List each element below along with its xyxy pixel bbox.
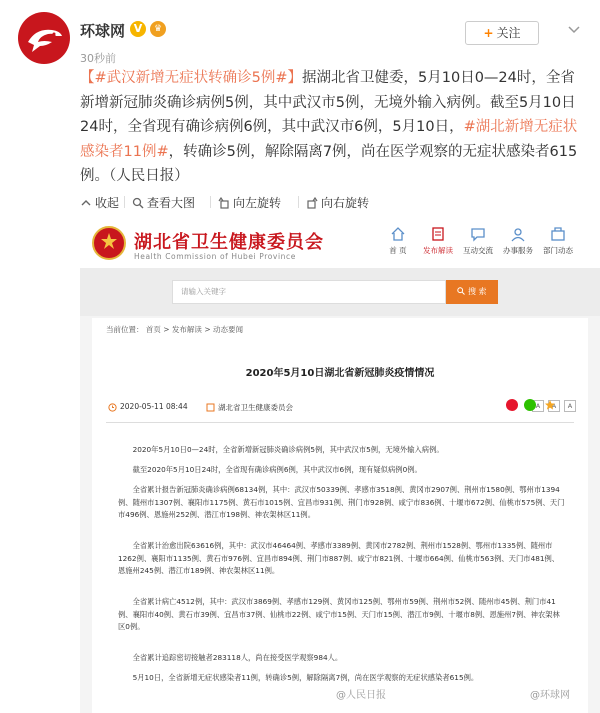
watermark-right: @环球网 [530, 690, 570, 701]
nav-service[interactable] [498, 226, 538, 256]
search-input[interactable]: 请输入关键字 [172, 280, 446, 304]
nav-label: 办事服务 [503, 246, 533, 255]
article-paragraph: 全省累计病亡4512例，其中：武汉市3869例、孝感市129例、黄冈市125例、鄂州市59例、荆州市52例、随州市45例、荆门市41例、襄阳市40例、黄石市39例、宜昌市37例、仙桃市22例、咸宁市15例、天门市15例、潜江市9例、十堰市8例、恩施州7例、神农架林区0例。 [118, 597, 560, 632]
font-small-button[interactable]: A [532, 400, 544, 412]
chevron-down-icon[interactable] [566, 22, 582, 38]
article-meta [106, 398, 574, 418]
star-icon[interactable] [544, 399, 556, 411]
post-text-part: 据湖北省卫健委，5月10日0—24时，全省新增新冠肺炎确诊病例5例，其中武汉市5例，无境外输入病例。截至5月10日24时，全省现有确诊病例6例，其中武汉市6例，5月10日， [80, 70, 576, 135]
nav-label: 部门动态 [543, 246, 573, 255]
nav-interact[interactable] [458, 226, 498, 256]
article-title: 2020年5月10日湖北省新冠肺炎疫情情况 [245, 368, 435, 379]
site-subtitle: Health Commission of Hubei Province [134, 252, 296, 261]
article [92, 318, 588, 713]
article-paragraph: 全省累计追踪密切接触者283118人，尚在接受医学观察984人。 [132, 653, 343, 662]
collapse-icon [80, 197, 92, 209]
rotate-right-label: 向右旋转 [321, 196, 370, 210]
watermark-left: @人民日报 [336, 690, 386, 701]
verified-icon: V [130, 21, 146, 37]
font-medium-button[interactable]: A [548, 400, 560, 412]
nav-label: 首 页 [389, 246, 407, 255]
topic-tag[interactable]: 【#武汉新增无症状转确诊5例#】 [80, 70, 303, 86]
search-icon [457, 287, 465, 295]
search-band [80, 268, 600, 316]
nav-release[interactable] [418, 226, 458, 256]
view-large-button[interactable] [132, 194, 195, 211]
divider [106, 422, 574, 423]
view-large-label: 查看大图 [147, 196, 196, 210]
search-button-label: 搜 索 [468, 287, 487, 296]
rotate-left-button[interactable] [218, 194, 281, 211]
article-paragraph: 截至2020年5月10日24时，全省现有确诊病例6例，其中武汉市6例，现有疑似病例0例。 [132, 465, 422, 474]
site-title: 湖北省卫生健康委员会 [134, 232, 324, 253]
post-image[interactable] [80, 218, 600, 713]
nav-department[interactable] [538, 226, 578, 256]
service-icon [510, 226, 526, 242]
article-source: 湖北省卫生健康委员会 [218, 403, 293, 412]
department-icon [550, 226, 566, 242]
weibo-share-icon[interactable] [506, 399, 518, 411]
post-text [80, 66, 580, 189]
nav-home[interactable] [378, 226, 418, 256]
follow-button[interactable] [465, 21, 539, 45]
plus-icon: + [483, 26, 494, 40]
chat-icon [470, 226, 486, 242]
rotate-left-label: 向左旋转 [233, 196, 282, 210]
article-date: 2020-05-11 08:44 [120, 402, 188, 411]
release-icon [430, 226, 446, 242]
post-header [0, 0, 600, 72]
post-text-part: ，转确诊5例，解除隔离7例，尚在医学观察的无症状感染者615例。（人民日报） [80, 143, 578, 184]
source-icon [206, 403, 215, 412]
search-button[interactable] [446, 280, 498, 304]
wechat-share-icon[interactable] [524, 399, 536, 411]
rotate-right-button[interactable] [306, 194, 369, 211]
home-icon [390, 226, 406, 242]
zoom-icon [132, 197, 144, 209]
article-paragraph: 2020年5月10日0—24时，全省新增新冠肺炎确诊病例5例，其中武汉市5例，无境外输入病例。 [132, 445, 444, 454]
site-header [80, 218, 600, 268]
nav-label: 互动交流 [463, 246, 493, 255]
breadcrumb: 当前位置： 首页 > 发布解读 > 动态要闻 [106, 325, 243, 334]
nav-label: 发布解读 [423, 246, 453, 255]
rotate-right-icon [306, 197, 318, 209]
vip-badge-icon: ♛ [150, 21, 166, 37]
post-time[interactable]: 30秒前 [80, 52, 116, 65]
collapse-label: 收起 [95, 196, 120, 210]
follow-label: 关注 [496, 26, 521, 40]
collapse-button[interactable] [80, 194, 119, 211]
article-paragraph: 全省累计报告新冠肺炎确诊病例68134例，其中：武汉市50339例、孝感市3518例、黄冈市2907例、荆州市1580例、鄂州市1394例、随州市1307例、襄阳市1175例、黄石市1015例、宜昌市931例、荆门市928例、咸宁市836例、十堰市672例、仙桃市575例、天门市496例、恩施州252例、潜江市198例、神农架林区11例。 [118, 485, 565, 520]
font-large-button[interactable]: A [564, 400, 576, 412]
image-toolbar [80, 190, 600, 214]
article-paragraph: 全省累计治愈出院63616例，其中：武汉市46464例、孝感市3389例、黄冈市2782例、荆州市1528例、鄂州市1335例、随州市1262例、襄阳市1135例、黄石市976例、宜昌市894例、荆门市887例、咸宁市821例、十堰市664例、仙桃市563例、天门市481例、恩施州245例、潜江市189例、神农架林区11例。 [118, 541, 560, 576]
huanqiu-logo-icon [18, 12, 70, 64]
avatar[interactable] [18, 12, 70, 64]
clock-icon [108, 403, 117, 412]
national-emblem-icon [92, 226, 126, 260]
author-name[interactable]: 环球网 [80, 22, 126, 40]
topic-tag[interactable]: #湖北新增无症状感染者11例# [80, 119, 578, 160]
rotate-left-icon [218, 197, 230, 209]
article-paragraph: 5月10日，全省新增无症状感染者11例，转确诊5例，解除隔离7例，尚在医学观察的无症状感染者615例。 [132, 673, 479, 682]
